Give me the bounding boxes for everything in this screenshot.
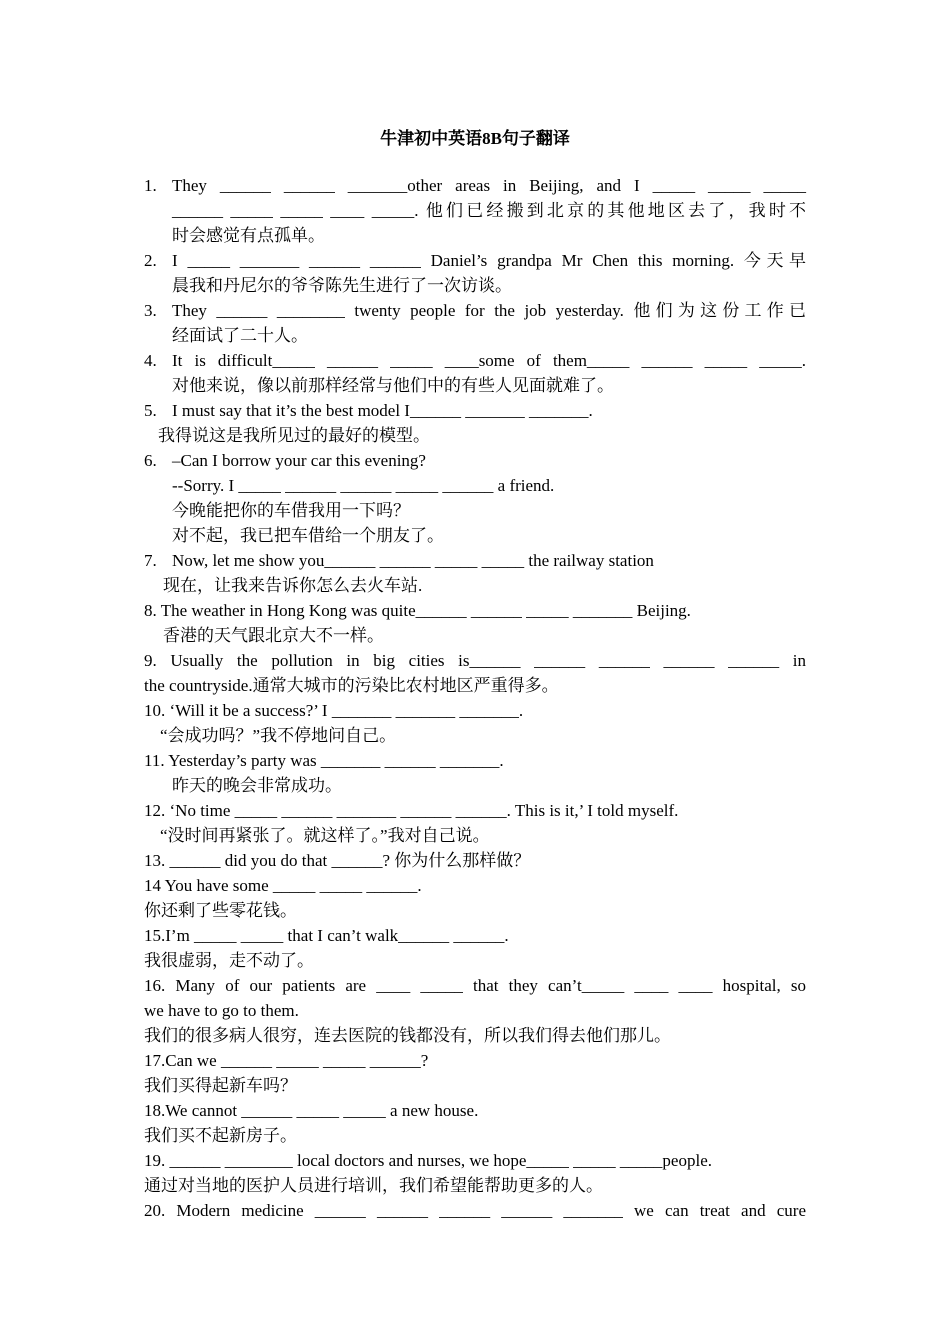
line-15-1: 15.I’m _____ _____ that I can’t walk______ ______. [144, 926, 509, 945]
line-text: It is difficult_____ ______ _____ ____some of them_____ ______ _____ _____. [172, 351, 806, 370]
line-6-2: --Sorry. I _____ ______ ______ _____ ______ a friend. [172, 476, 555, 495]
line-16-2: we have to go to them. [144, 1001, 299, 1020]
line-18-2: 我们买不起新房子。 [144, 1126, 297, 1145]
line-17-1: 17.Can we ______ _____ _____ ______? [144, 1051, 429, 1070]
line-16-3: 我们的很多病人很穷，连去医院的钱都没有，所以我们得去他们那儿。 [144, 1026, 671, 1045]
line-9-1: 9. Usually the pollution in big cities is______ ______ ______ ______ ______ in [144, 651, 806, 670]
line-17-2: 我们买得起新车吗？ [144, 1076, 297, 1095]
item-number: 1. [144, 176, 157, 195]
line-19-2: 通过对当地的医护人员进行培训，我们希望能帮助更多的人。 [144, 1176, 603, 1195]
line-2-1 [144, 249, 806, 273]
line-7-2: 现在，让我来告诉你怎么去火车站. [163, 576, 423, 595]
line-2-2: 晨我和丹尼尔的爷爷陈先生进行了一次访谈。 [172, 276, 512, 295]
item-number: 7. [144, 551, 157, 570]
line-3-2: 经面试了二十人。 [172, 326, 308, 345]
line-1-1 [144, 174, 806, 198]
line-15-2: 我很虚弱，走不动了。 [144, 951, 314, 970]
line-text: I must say that it’s the best model I______ _______ _______. [172, 401, 593, 420]
line-12-2: “没时间再紧张了。就这样了。”我对自己说。 [160, 826, 490, 845]
line-text: Now, let me show you______ ______ _____ _____ the railway station [172, 551, 654, 570]
line-11-2: 昨天的晚会非常成功。 [172, 776, 342, 795]
line-6-4: 对不起，我已把车借给一个朋友了。 [172, 526, 444, 545]
line-4-1 [144, 349, 806, 373]
item-number: 2. [144, 251, 157, 270]
line-1-2: ______ _____ _____ ____ _____. 他们已经搬到北京的其他地区去了，我时不 [172, 201, 806, 220]
line-5-1 [144, 399, 806, 423]
item-number: 4. [144, 351, 157, 370]
item-number: 5. [144, 401, 157, 420]
line-20-1: 20. Modern medicine ______ ______ ______ ______ _______ we can treat and cure [144, 1201, 806, 1220]
line-18-1: 18.We cannot ______ _____ _____ a new house. [144, 1101, 479, 1120]
item-number: 6. [144, 451, 157, 470]
line-14-1: 14 You have some _____ _____ ______. [144, 876, 422, 895]
line-text: They ______ ______ _______other areas in Beijing, and I _____ _____ _____ [172, 176, 806, 195]
line-9-2: the countryside.通常大城市的污染比农村地区严重得多。 [144, 676, 559, 695]
line-4-2: 对他来说，像以前那样经常与他们中的有些人见面就难了。 [172, 376, 614, 395]
line-text: They ______ ________ twenty people for the job yesterday. 他们为这份工作已 [172, 301, 806, 320]
line-12-1: 12. ‘No time _____ ______ _______ ______ ______. This is it,’ I told myself. [144, 801, 679, 820]
line-text: I _____ _______ ______ ______ Daniel’s grandpa Mr Chen this morning. 今天早 [172, 251, 806, 270]
line-14-2: 你还剩了些零花钱。 [144, 901, 297, 920]
line-8-1: 8. The weather in Hong Kong was quite______ ______ _____ _______ Beijing. [144, 601, 691, 620]
line-8-2: 香港的天气跟北京大不一样。 [163, 626, 384, 645]
line-11-1: 11. Yesterday’s party was _______ ______ _______. [144, 751, 504, 770]
line-19-1: 19. ______ ________ local doctors and nurses, we hope_____ _____ _____people. [144, 1151, 712, 1170]
line-10-1: 10. ‘Will it be a success?’ I _______ _______ _______. [144, 701, 524, 720]
item-number: 3. [144, 301, 157, 320]
line-6-3: 今晚能把你的车借我用一下吗？ [172, 501, 410, 520]
line-10-2: “会成功吗？”我不停地问自己。 [160, 726, 397, 745]
line-text: –Can I borrow your car this evening? [172, 451, 426, 470]
line-3-1 [144, 299, 806, 323]
line-16-1: 16. Many of our patients are ____ _____ that they can’t_____ ____ ____ hospital, so [144, 976, 806, 995]
page-title: 牛津初中英语8B句子翻译 [380, 129, 570, 148]
line-7-1 [144, 549, 806, 573]
line-1-3: 时会感觉有点孤单。 [172, 226, 325, 245]
line-6-1 [144, 449, 806, 473]
line-13: 13. ______ did you do that ______? 你为什么那样做？ [144, 851, 531, 870]
line-5-2: 我得说这是我所见过的最好的模型。 [158, 426, 430, 445]
